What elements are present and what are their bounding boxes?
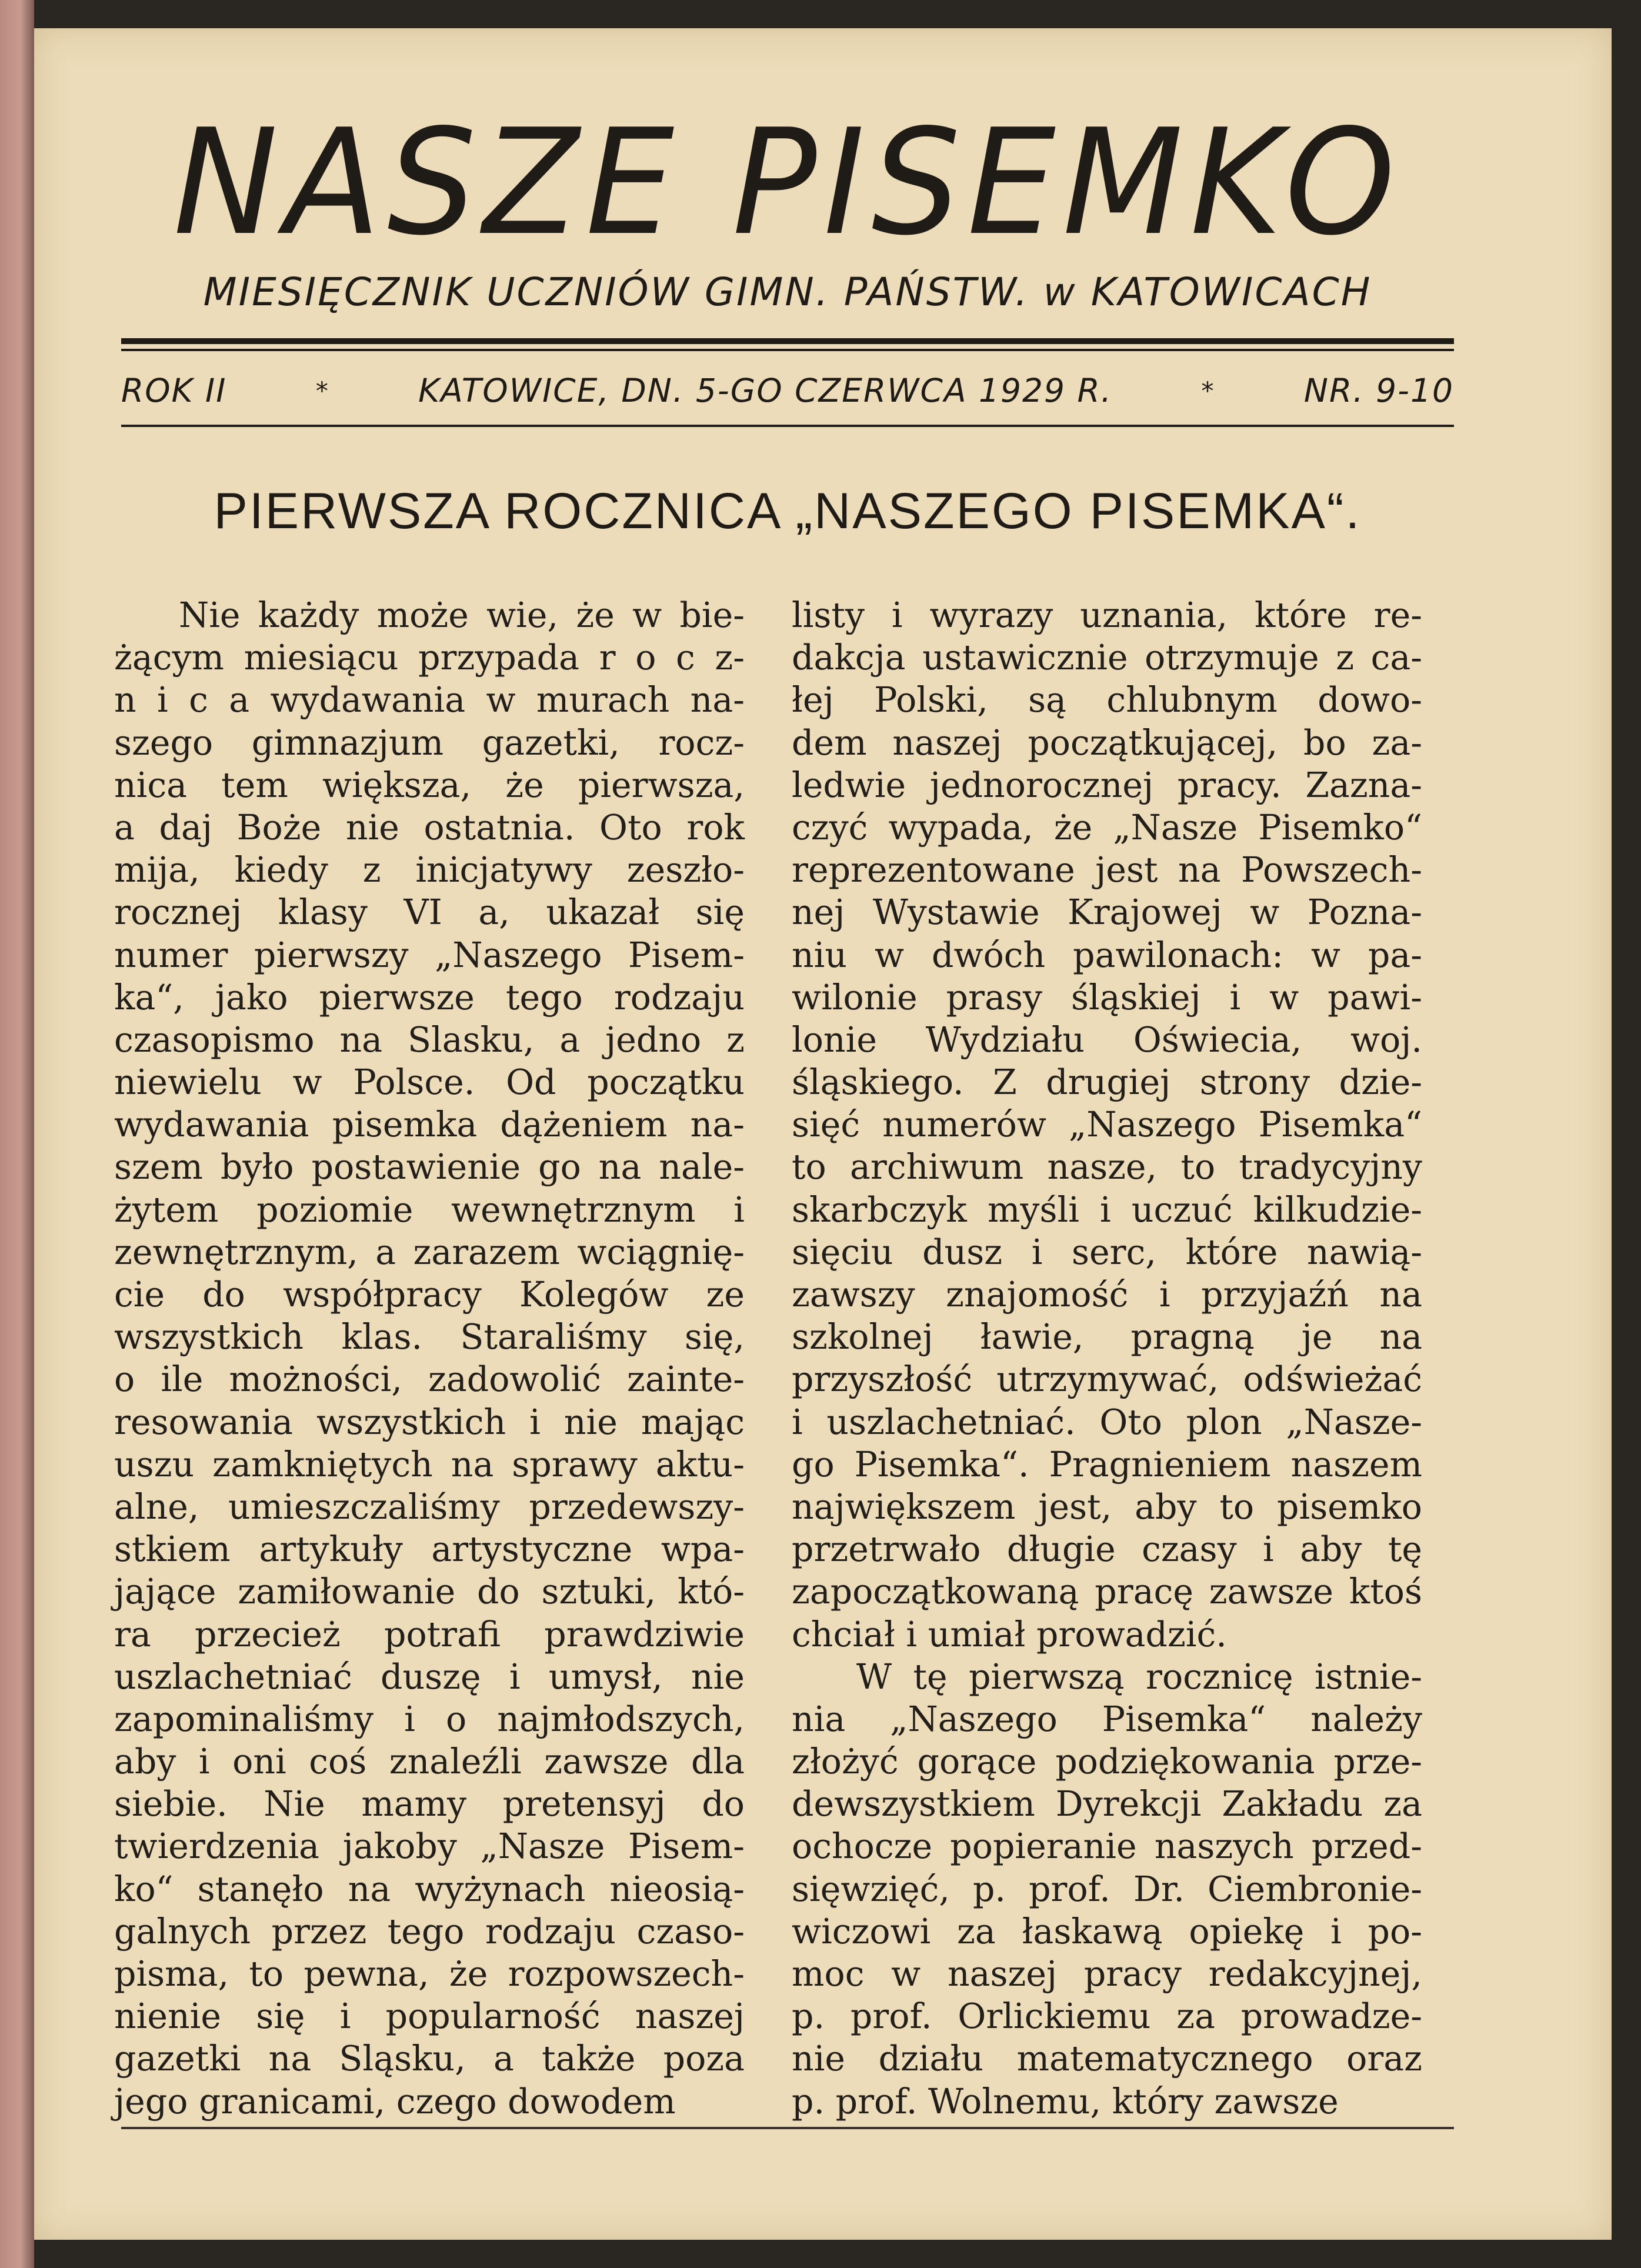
issue-year: ROK II [121,372,227,409]
text-line: rocznej klasy VI a, ukazał się [114,892,745,933]
text-line: wiczowi za łaskawą opiekę i po- [792,1911,1422,1952]
text-line: wydawania pisemka dążeniem na- [114,1105,745,1145]
binding-spine [0,0,34,2268]
article-left-column [114,594,745,2123]
issue-rule [121,425,1454,427]
text-line: W tę pierwszą rocznicę istnie- [856,1656,1422,1697]
text-line: zapominaliśmy i o najmłodszych, [114,1699,745,1739]
text-line: numer pierwszy „Naszego Pisem- [114,935,745,975]
text-line: wszystkich klas. Staraliśmy się, [114,1317,745,1358]
text-line: o ile możności, zadowolić zainte- [114,1359,745,1400]
text-line: pisma, to pewna, że rozpowszech- [114,1954,745,1994]
text-line: lonie Wydziału Oświecia, woj. [792,1019,1422,1060]
text-line: chciał i umiał prowadzić. [792,1614,1227,1655]
text-line: szem było postawienie go na nale- [114,1147,745,1188]
text-line: złożyć gorące podziękowania prze- [792,1742,1422,1782]
issue-number: NR. 9-10 [1303,372,1454,409]
text-line: zewnętrznym, a zarazem wciągnię- [114,1232,745,1272]
issue-place-date: KATOWICE, DN. 5-GO CZERWCA 1929 R. [418,372,1113,409]
text-line: ledwie jednorocznej pracy. Zazna- [792,765,1422,805]
text-line: nie działu matematycznego oraz [792,2039,1422,2079]
text-line: reprezentowane jest na Powszech- [792,850,1422,890]
text-line: czasopismo na Slasku, a jedno z [114,1019,745,1060]
text-line: ochocze popieranie naszych przed- [792,1826,1422,1867]
text-line: listy i wyrazy uznania, które re- [792,595,1422,635]
text-line: go Pisemka“. Pragnieniem naszem [792,1444,1422,1485]
text-line: śląskiego. Z drugiej strony dzie- [792,1062,1422,1103]
text-line: zapoczątkowaną pracę zawsze ktoś [792,1572,1422,1612]
text-line: nej Wystawie Krajowej w Pozna- [792,892,1422,933]
text-line: moc w naszej pracy redakcyjnej, [792,1954,1422,1994]
text-line: niewielu w Polsce. Od początku [114,1062,745,1103]
text-line: szkolnej ławie, pragną je na [792,1317,1422,1358]
text-line: i uszlachetniać. Oto plon „Nasze- [792,1402,1422,1442]
text-line: aby i oni coś znaleźli zawsze dla [114,1742,745,1782]
text-line: sięciu dusz i serc, które nawią- [792,1232,1422,1272]
text-line: ra przecież potrafi prawdziwie [114,1614,745,1655]
text-line: nienie się i popularność naszej [114,1996,745,2037]
text-line: siebie. Nie mamy pretensyj do [114,1784,745,1825]
text-line: Nie każdy może wie, że w bie- [179,595,745,635]
text-line: cie do współpracy Kolegów ze [114,1275,745,1315]
text-line: sięwzięć, p. prof. Dr. Ciembronie- [792,1869,1422,1909]
masthead-rule-thick [121,338,1454,344]
text-line: dem naszej początkującej, bo za- [792,722,1422,763]
separator-star-2: * [1201,376,1215,405]
text-line: czyć wypada, że „Nasze Pisemko“ [792,807,1422,848]
text-line: jające zamiłowanie do sztuki, któ- [114,1572,745,1612]
text-line: gazetki na Sląsku, a także poza [114,2039,745,2079]
text-line: największem jest, aby to pisemko [792,1486,1422,1527]
text-line: nica tem większa, że pierwsza, [114,765,745,805]
text-line: jego granicami, czego dowodem [114,2081,676,2122]
text-line: żącym miesiącu przypada r o c z- [114,638,745,678]
text-line: dakcja ustawicznie otrzymuje z ca- [792,638,1422,678]
text-line: żytem poziomie wewnętrznym i [114,1189,745,1230]
text-line: ko“ stanęło na wyżynach nieosią- [114,1869,745,1909]
issue-info-row [121,372,1454,409]
masthead [121,98,1454,319]
article-headline: PIERWSZA ROCZNICA „NASZEGO PISEMKA“. [214,483,1362,539]
text-line: ka“, jako pierwsze tego rodzaju [114,977,745,1018]
text-line: alne, umieszczaliśmy przedewszy- [114,1486,745,1527]
text-line: dewszystkiem Dyrekcji Zakładu za [792,1784,1422,1825]
footer-rule [121,2127,1454,2129]
separator-star-1: * [315,376,329,405]
text-line: skarbczyk myśli i uczuć kilkudzie- [792,1189,1422,1230]
text-line: a daj Boże nie ostatnia. Oto rok [114,807,745,848]
text-line: galnych przez tego rodzaju czaso- [114,1911,745,1952]
text-line: wilonie prasy śląskiej i w pawi- [792,977,1422,1018]
text-line: n i c a wydawania w murach na- [114,680,745,721]
text-line: twierdzenia jakoby „Nasze Pisem- [114,1826,745,1867]
text-line: łej Polski, są chlubnym dowo- [792,680,1422,721]
text-line: stkiem artykuły artystyczne wpa- [114,1529,745,1570]
text-line: sięć numerów „Naszego Pisemka“ [792,1105,1422,1145]
text-line: nia „Naszego Pisemka“ należy [792,1699,1422,1739]
text-line: resowania wszystkich i nie mając [114,1402,745,1442]
text-line: p. prof. Wolnemu, który zawsze [792,2081,1339,2122]
text-line: to archiwum nasze, to tradycyjny [792,1147,1422,1188]
text-line: p. prof. Orlickiemu za prowadze- [792,1996,1422,2037]
newspaper-title: NASZE PISEMKO [173,98,1402,268]
text-line: mija, kiedy z inicjatywy zeszło- [114,850,745,890]
newspaper-subtitle: MIESIĘCZNIK UCZNIÓW GIMN. PAŃSTW. w KATOWICACH [203,269,1372,315]
text-line: szego gimnazjum gazetki, rocz- [114,722,745,763]
text-line: przetrwało długie czasy i aby tę [792,1529,1422,1570]
article-right-column [792,594,1422,2123]
text-line: przyszłość utrzymywać, odświeżać [792,1359,1422,1400]
text-line: zawszy znajomość i przyjaźń na [792,1275,1422,1315]
text-line: niu w dwóch pawilonach: w pa- [792,935,1422,975]
text-line: uszlachetniać duszę i umysł, nie [114,1656,745,1697]
masthead-rule-thin [121,349,1454,351]
text-line: uszu zamkniętych na sprawy aktu- [114,1444,745,1485]
